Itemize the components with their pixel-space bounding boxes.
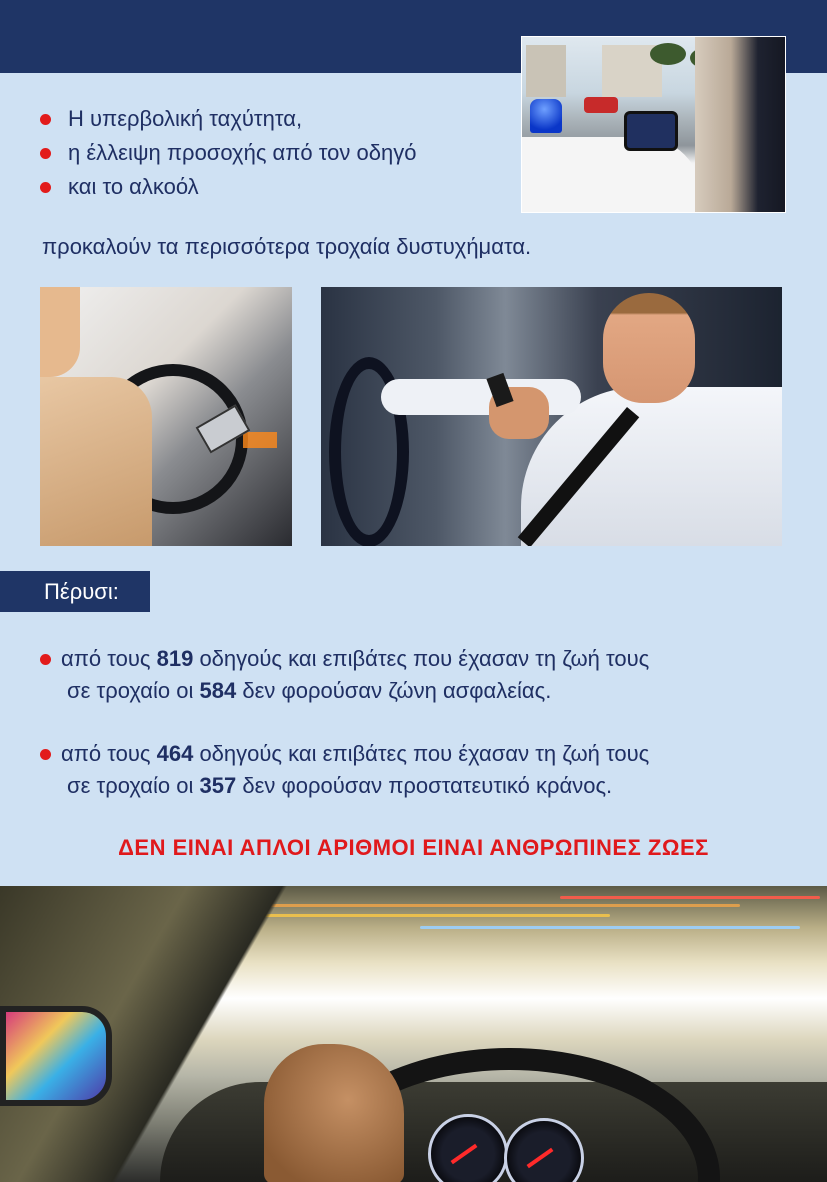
stat-without-number: 584 [199,678,237,703]
stat-line [67,770,612,802]
stat-text: σε τροχαίο οι [67,678,200,703]
last-year-label: Πέρυσι: [0,571,150,612]
stat-text: οδηγούς και επιβάτες που έχασαν τη ζωή τους [193,741,650,766]
driver-arm [381,379,581,415]
woman-arm [40,377,152,546]
stat-block-seatbelt [40,643,649,707]
stat-text: δεν φορούσαν προστατευτικό κράνος. [236,773,613,798]
risk-factor-item [40,102,416,136]
stat-text: οδηγούς και επιβάτες που έχασαν τη ζωή τους [193,646,650,671]
driver-hand [264,1044,404,1182]
stat-line [61,643,649,675]
light-streak [240,904,740,907]
texting-driver-photo [40,287,292,546]
bullet-dot-icon [40,749,51,760]
gauge-needle [451,1144,478,1164]
stat-line [61,738,649,770]
side-mirror [0,1006,112,1106]
stat-text: σε τροχαίο οι [67,773,200,798]
light-streak [420,926,800,929]
bullet-dot-icon [40,182,51,193]
stat-deaths-number: 464 [156,741,194,766]
risk-factor-text: Η υπερβολική ταχύτητα, [68,106,303,131]
light-streak [560,896,820,899]
speeding-road-photo [0,886,827,1182]
palm-shape [650,43,686,65]
bullet-dot-icon [40,114,51,125]
stat-block-helmet [40,738,649,802]
distracted-driver-photo [321,287,782,546]
stat-text: από τους [61,646,157,671]
risk-factor-item [40,170,416,204]
slogan: ΔΕΝ ΕΙΝΑΙ ΑΠΛΟΙ ΑΡΙΘΜΟΙ ΕΙΝΑΙ ΑΝΘΡΩΠΙΝΕΣ ΖΩΕΣ [118,835,709,860]
stat-without-number: 357 [199,773,237,798]
police-radar-photo [521,36,786,213]
stat-deaths-number: 819 [156,646,194,671]
woman-face [40,287,80,377]
risk-factor-text: και το αλκοόλ [68,174,199,199]
risk-factor-item [40,136,416,170]
bullet-dot-icon [40,148,51,159]
risk-factor-list [40,102,416,204]
building-shape [526,45,566,97]
stat-text: από τους [61,741,157,766]
intro-conclusion: προκαλούν τα περισσότερα τροχαία δυστυχήματα. [42,234,532,259]
police-officer [695,37,785,212]
siren-light [530,99,562,133]
stat-text: δεν φορούσαν ζώνη ασφαλείας. [236,678,552,703]
radar-gun [624,111,678,151]
stat-line [67,675,551,707]
bullet-dot-icon [40,654,51,665]
dashboard-display [243,432,277,448]
risk-factor-text: η έλλειψη προσοχής από τον οδηγό [68,140,417,165]
gauge-needle [527,1148,554,1168]
car-shape [584,97,618,113]
driver-head [603,293,695,403]
